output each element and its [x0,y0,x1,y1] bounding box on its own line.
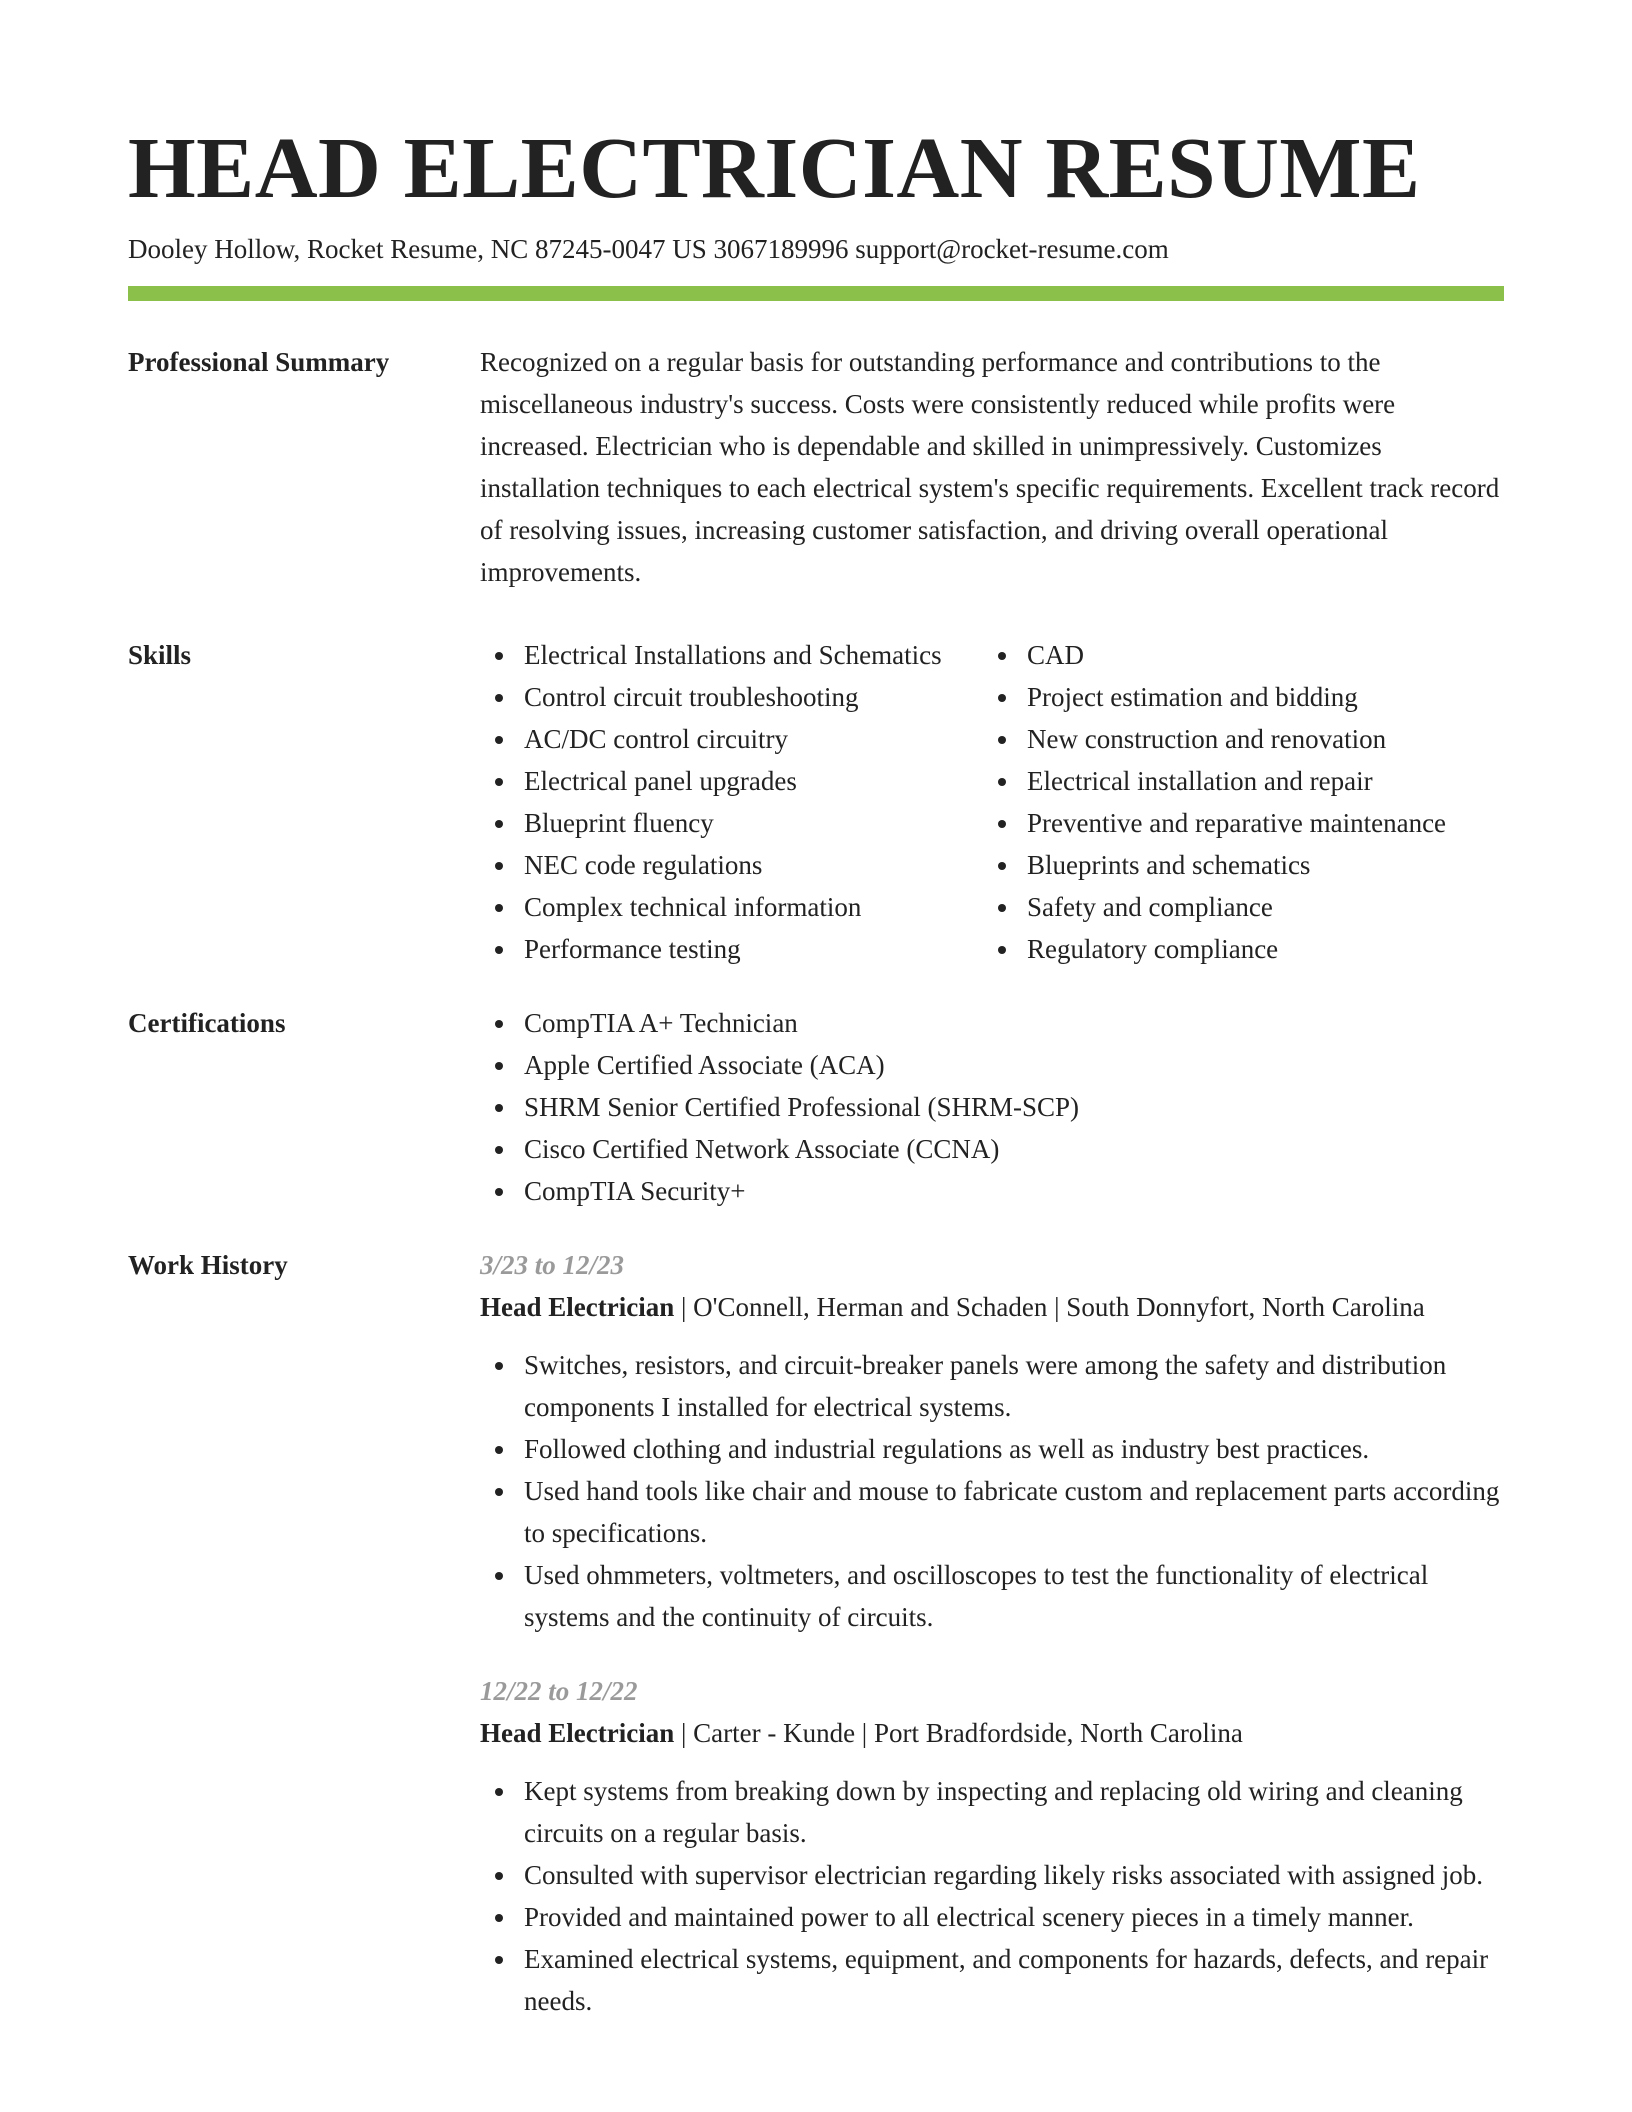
certification-item: Cisco Certified Network Associate (CCNA) [480,1128,1504,1170]
skills-column-right [983,634,1504,970]
summary-label: Professional Summary [128,347,390,377]
job-employer-location: | O'Connell, Herman and Schaden | South Donnyfort, North Carolina [674,1292,1425,1322]
skill-item: Complex technical information [480,886,983,928]
job-bullet: Provided and maintained power to all electrical scenery pieces in a timely manner. [480,1896,1504,1938]
job-heading [480,1712,1504,1754]
skill-item: Blueprints and schematics [983,844,1504,886]
skill-item: CAD [983,634,1504,676]
skill-item: Preventive and reparative maintenance [983,802,1504,844]
job-bullets [480,1344,1504,1638]
certifications-label: Certifications [128,1008,286,1038]
job-dates: 12/22 to 12/22 [480,1676,638,1706]
skill-item: Electrical Installations and Schematics [480,634,983,676]
job-bullet: Examined electrical systems, equipment, and components for hazards, defects, and repair needs. [480,1938,1504,2022]
contact-line: Dooley Hollow, Rocket Resume, NC 87245-0047 US 3067189996 support@rocket-resume.com [128,234,1169,264]
skill-item: NEC code regulations [480,844,983,886]
job-bullet: Used hand tools like chair and mouse to fabricate custom and replacement parts according to specifications. [480,1470,1504,1554]
job-bullet: Used ohmmeters, voltmeters, and oscilloscopes to test the functionality of electrical systems and the continuity of circuits. [480,1554,1504,1638]
summary-text: Recognized on a regular basis for outstanding performance and contributions to the miscellaneous industry's success. Costs were consistently reduced while profits were increased. Electrician who is dependable and skilled in unimpressively. Customizes installation techniques to each electrical system's specific requirements. Excellent track record of resolving issues, increasing customer satisfaction, and driving overall operational improvements. [480,347,1500,587]
skill-item: Regulatory compliance [983,928,1504,970]
work-history-body [480,1244,1504,2054]
job-entry [480,1670,1504,2022]
skill-item: New construction and renovation [983,718,1504,760]
skill-item: Control circuit troubleshooting [480,676,983,718]
job-employer-location: | Carter - Kunde | Port Bradfordside, North Carolina [674,1718,1243,1748]
certification-item: Apple Certified Associate (ACA) [480,1044,1504,1086]
job-title: Head Electrician [480,1292,675,1322]
job-dates: 3/23 to 12/23 [480,1250,625,1280]
job-heading [480,1286,1504,1328]
skill-item: Performance testing [480,928,983,970]
skills-body [480,634,1504,970]
certifications-list [480,1002,1504,1212]
resume-title: HEAD ELECTRICIAN RESUME [128,119,1421,216]
skill-item: Blueprint fluency [480,802,983,844]
accent-divider [128,286,1504,301]
work-history-label: Work History [128,1250,288,1280]
job-bullet: Followed clothing and industrial regulations as well as industry best practices. [480,1428,1504,1470]
job-bullets [480,1770,1504,2022]
certification-item: CompTIA A+ Technician [480,1002,1504,1044]
job-entry [480,1244,1504,1638]
job-bullet: Kept systems from breaking down by inspecting and replacing old wiring and cleaning circuits on a regular basis. [480,1770,1504,1854]
job-title: Head Electrician [480,1718,675,1748]
certification-item: CompTIA Security+ [480,1170,1504,1212]
job-bullet: Consulted with supervisor electrician regarding likely risks associated with assigned job. [480,1854,1504,1896]
skill-item: Project estimation and bidding [983,676,1504,718]
job-bullet: Switches, resistors, and circuit-breaker panels were among the safety and distribution components I installed for electrical systems. [480,1344,1504,1428]
certifications-body [480,1002,1504,1212]
skill-item: Safety and compliance [983,886,1504,928]
skills-column-left [480,634,983,970]
skill-item: Electrical panel upgrades [480,760,983,802]
skills-label: Skills [128,640,192,670]
certification-item: SHRM Senior Certified Professional (SHRM-SCP) [480,1086,1504,1128]
skill-item: Electrical installation and repair [983,760,1504,802]
skill-item: AC/DC control circuitry [480,718,983,760]
